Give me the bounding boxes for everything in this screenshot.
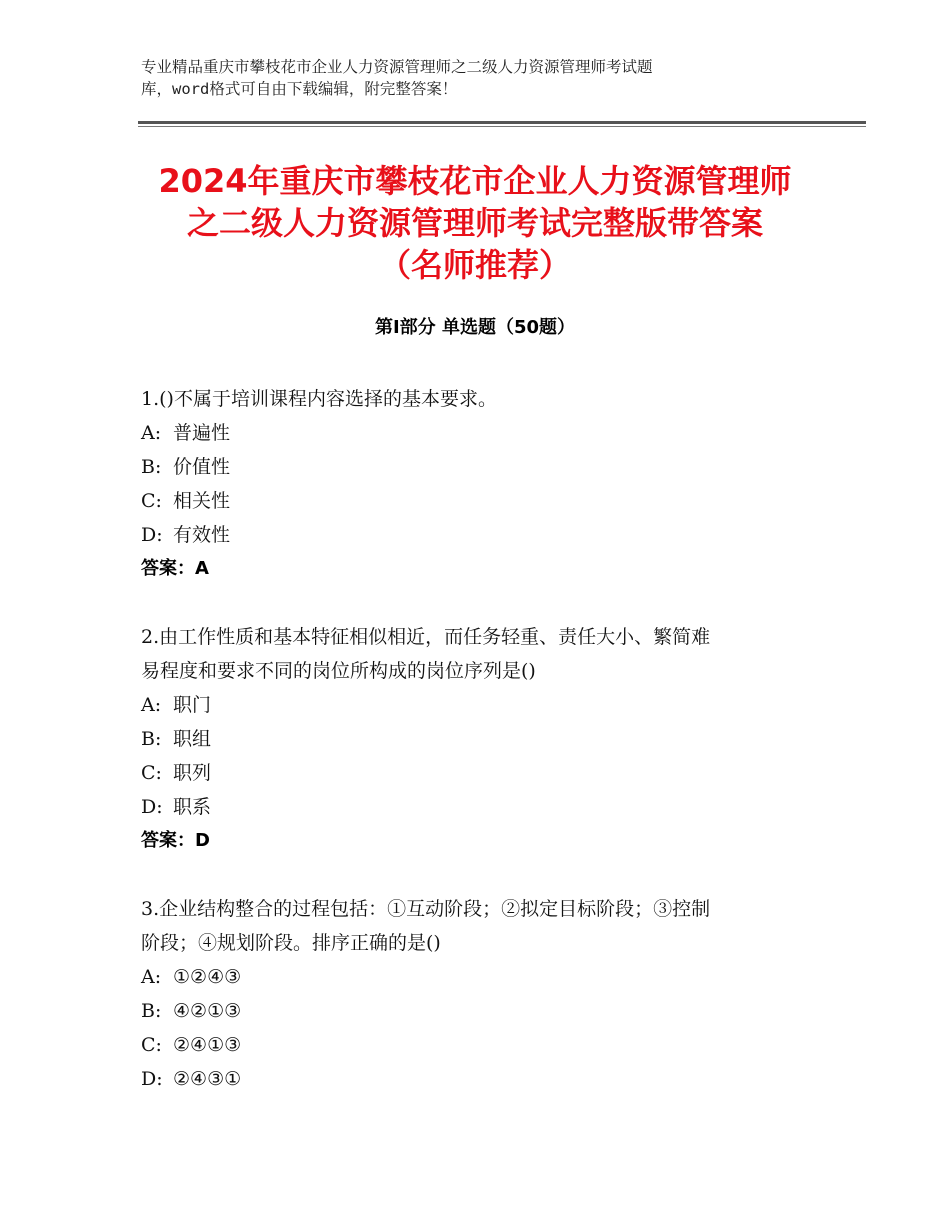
question-item bbox=[141, 620, 841, 858]
question-stem-line: 阶段；④规划阶段。排序正确的是() bbox=[141, 932, 441, 954]
document-header bbox=[141, 56, 801, 100]
question-stem-line: 2.由工作性质和基本特征相似相近，而任务轻重、责任大小、繁简难 bbox=[141, 626, 711, 648]
option-text: ②④③① bbox=[173, 1068, 242, 1090]
option-text: 职列 bbox=[173, 762, 212, 784]
title-line-1: 2024年重庆市攀枝花市企业人力资源管理师 bbox=[158, 162, 792, 200]
option-b bbox=[141, 722, 841, 756]
header-divider-thick bbox=[138, 121, 866, 124]
option-letter: B: bbox=[141, 728, 162, 750]
option-text: 相关性 bbox=[173, 490, 231, 512]
option-letter: A: bbox=[141, 694, 162, 716]
option-text: 有效性 bbox=[173, 524, 231, 546]
option-c bbox=[141, 484, 841, 518]
option-letter: B: bbox=[141, 1000, 162, 1022]
option-d bbox=[141, 1062, 841, 1096]
answer-line: 答案：A bbox=[141, 558, 209, 579]
question-item bbox=[141, 892, 841, 1096]
option-text: 职门 bbox=[173, 694, 212, 716]
option-letter: A: bbox=[141, 966, 162, 988]
option-letter: D: bbox=[141, 1068, 163, 1090]
question-stem-line: 易程度和要求不同的岗位所构成的岗位序列是() bbox=[141, 660, 536, 682]
question-stem-line: 1.()不属于培训课程内容选择的基本要求。 bbox=[141, 388, 497, 410]
option-text: ②④①③ bbox=[173, 1034, 242, 1056]
option-a bbox=[141, 416, 841, 450]
option-letter: A: bbox=[141, 422, 162, 444]
option-letter: D: bbox=[141, 524, 163, 546]
option-text: 普遍性 bbox=[173, 422, 231, 444]
option-c bbox=[141, 756, 841, 790]
option-d bbox=[141, 790, 841, 824]
header-divider-thin bbox=[138, 126, 866, 127]
option-letter: D: bbox=[141, 796, 163, 818]
option-text: 职系 bbox=[173, 796, 212, 818]
option-b bbox=[141, 450, 841, 484]
option-text: 职组 bbox=[173, 728, 212, 750]
option-letter: C: bbox=[141, 1034, 162, 1056]
option-letter: B: bbox=[141, 456, 162, 478]
option-text: ①②④③ bbox=[173, 966, 242, 988]
option-b bbox=[141, 994, 841, 1028]
document-title bbox=[100, 160, 850, 286]
question-stem bbox=[141, 382, 841, 416]
section-title: 第Ⅰ部分 单选题（50题） bbox=[374, 317, 575, 338]
question-item bbox=[141, 382, 841, 586]
option-a bbox=[141, 688, 841, 722]
option-text: ④②①③ bbox=[173, 1000, 242, 1022]
question-list bbox=[141, 382, 841, 1130]
option-letter: C: bbox=[141, 490, 162, 512]
option-text: 价值性 bbox=[173, 456, 231, 478]
option-letter: C: bbox=[141, 762, 162, 784]
option-c bbox=[141, 1028, 841, 1062]
option-a bbox=[141, 960, 841, 994]
answer-line: 答案：D bbox=[141, 830, 210, 851]
header-line-1: 专业精品重庆市攀枝花市企业人力资源管理师之二级人力资源管理师考试题 bbox=[141, 58, 653, 76]
question-stem-line: 3.企业结构整合的过程包括：①互动阶段；②拟定目标阶段；③控制 bbox=[141, 898, 711, 920]
title-line-2: 之二级人力资源管理师考试完整版带答案 bbox=[186, 204, 763, 242]
title-line-3: （名师推荐） bbox=[378, 246, 571, 284]
question-stem bbox=[141, 892, 841, 960]
option-d bbox=[141, 518, 841, 552]
header-line-2: 库，word格式可自由下载编辑，附完整答案！ bbox=[141, 80, 458, 98]
question-stem bbox=[141, 620, 841, 688]
